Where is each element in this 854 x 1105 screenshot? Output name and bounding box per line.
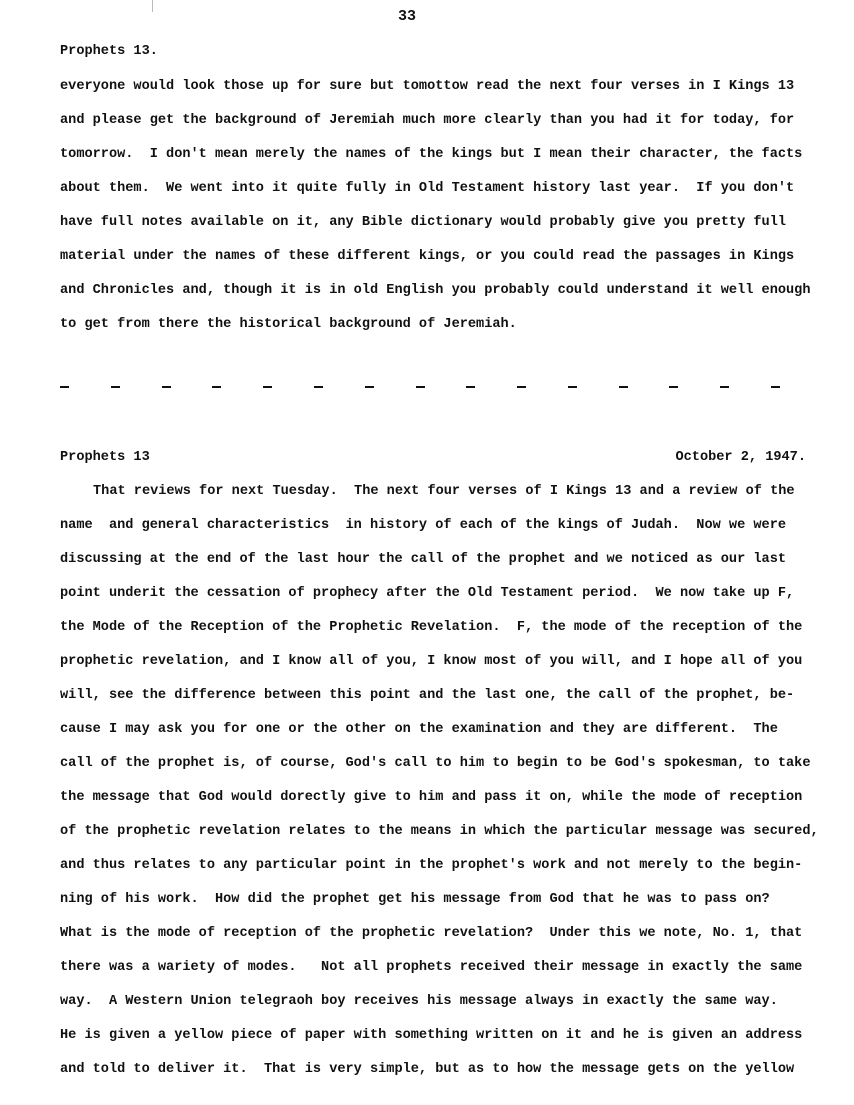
- text-line: and Chronicles and, though it is in old English you probably could understand it well enough: [60, 283, 811, 298]
- section-heading: Prophets 13.: [60, 44, 158, 59]
- text-line: material under the names of these different kings, or you could read the passages in Kings: [60, 249, 795, 264]
- scan-mark: [152, 0, 153, 12]
- separator-dash: [314, 386, 323, 388]
- section-heading: Prophets 13: [60, 450, 150, 465]
- separator-dash: [416, 386, 425, 388]
- date-heading: October 2, 1947.: [675, 450, 806, 465]
- page-number: 33: [397, 8, 416, 25]
- text-line: and thus relates to any particular point in the prophet's work and not merely to the begin-: [60, 858, 803, 873]
- text-line: name and general characteristics in history of each of the kings of Judah. Now we were: [60, 518, 787, 533]
- text-line: there was a wariety of modes. Not all prophets received their message in exactly the same: [60, 960, 803, 975]
- separator-dash: [466, 386, 475, 388]
- text-line: prophetic revelation, and I know all of you, I know most of you will, and I hope all of you: [60, 654, 803, 669]
- text-line: will, see the difference between this point and the last one, the call of the prophet, be-: [60, 688, 795, 703]
- text-line: of the prophetic revelation relates to the means in which the particular message was secured,: [60, 824, 819, 839]
- text-line: ning of his work. How did the prophet get his message from God that he was to pass on?: [60, 892, 770, 907]
- text-line: everyone would look those up for sure but tomottow read the next four verses in I Kings 13: [60, 79, 795, 94]
- text-line: cause I may ask you for one or the other on the examination and they are different. The: [60, 722, 778, 737]
- text-line: to get from there the historical background of Jeremiah.: [60, 317, 517, 332]
- separator-dash: [212, 386, 221, 388]
- text-line: tomorrow. I don't mean merely the names of the kings but I mean their character, the facts: [60, 147, 803, 162]
- text-line: way. A Western Union telegraoh boy receives his message always in exactly the same way.: [60, 994, 778, 1009]
- text-line: about them. We went into it quite fully in Old Testament history last year. If you don't: [60, 181, 795, 196]
- text-line: and told to deliver it. That is very simple, but as to how the message gets on the yellow: [60, 1062, 795, 1077]
- text-line: the message that God would dorectly give to him and pass it on, while the mode of reception: [60, 790, 803, 805]
- separator-dash: [111, 386, 120, 388]
- separator-dash: [669, 386, 678, 388]
- text-line: That reviews for next Tuesday. The next four verses of I Kings 13 and a review of the: [93, 484, 795, 499]
- text-line: point underit the cessation of prophecy after the Old Testament period. We now take up F,: [60, 586, 795, 601]
- text-line: What is the mode of reception of the prophetic revelation? Under this we note, No. 1, that: [60, 926, 803, 941]
- text-line: He is given a yellow piece of paper with something written on it and he is given an address: [60, 1028, 803, 1043]
- separator-dash: [720, 386, 729, 388]
- separator-dash: [517, 386, 526, 388]
- separator-dash: [568, 386, 577, 388]
- text-line: discussing at the end of the last hour the call of the prophet and we noticed as our last: [60, 552, 787, 567]
- text-line: have full notes available on it, any Bible dictionary would probably give you pretty full: [60, 215, 787, 230]
- text-line: and please get the background of Jeremiah much more clearly than you had it for today, for: [60, 113, 795, 128]
- separator-dash: [162, 386, 171, 388]
- separator-dash: [619, 386, 628, 388]
- dash-separator: [60, 382, 780, 392]
- separator-dash: [60, 386, 69, 388]
- separator-dash: [771, 386, 780, 388]
- text-line: call of the prophet is, of course, God's call to him to begin to be God's spokesman, to take: [60, 756, 811, 771]
- separator-dash: [365, 386, 374, 388]
- text-line: the Mode of the Reception of the Prophetic Revelation. F, the mode of the reception of the: [60, 620, 803, 635]
- separator-dash: [263, 386, 272, 388]
